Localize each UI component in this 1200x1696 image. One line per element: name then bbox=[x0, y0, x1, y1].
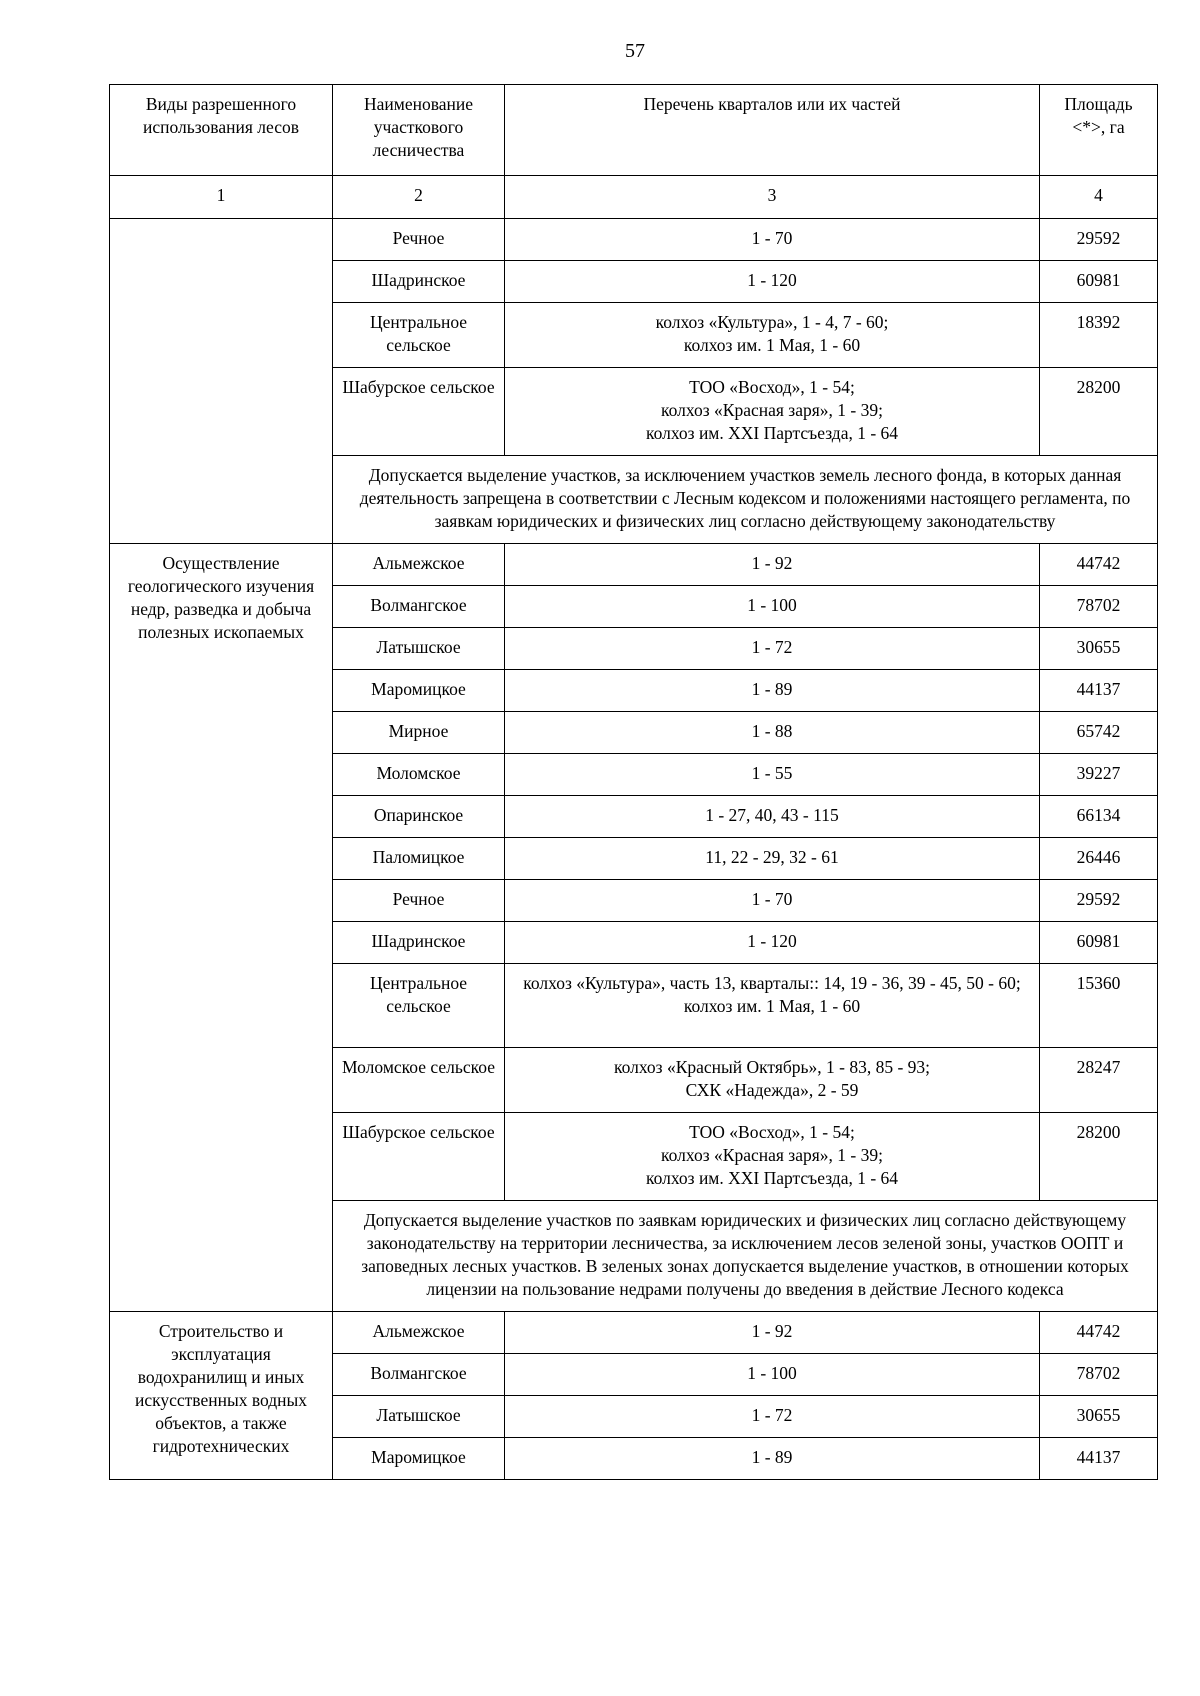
header-quarters: Перечень кварталов или их частей bbox=[505, 85, 1040, 176]
quarters-cell: 1 - 89 bbox=[505, 670, 1040, 712]
area-cell: 60981 bbox=[1040, 261, 1158, 303]
forestry-cell: Речное bbox=[333, 880, 505, 922]
area-cell: 44742 bbox=[1040, 544, 1158, 586]
forestry-cell: Шабурское сельское bbox=[333, 368, 505, 456]
quarters-cell: 1 - 100 bbox=[505, 586, 1040, 628]
quarters-cell: 1 - 88 bbox=[505, 712, 1040, 754]
area-cell: 29592 bbox=[1040, 219, 1158, 261]
quarters-cell: 1 - 70 bbox=[505, 880, 1040, 922]
area-cell: 28247 bbox=[1040, 1048, 1158, 1113]
quarters-cell: 11, 22 - 29, 32 - 61 bbox=[505, 838, 1040, 880]
area-cell: 39227 bbox=[1040, 754, 1158, 796]
table-row bbox=[110, 544, 1158, 586]
quarters-cell: 1 - 72 bbox=[505, 1396, 1040, 1438]
area-cell: 78702 bbox=[1040, 586, 1158, 628]
page-number: 57 bbox=[625, 40, 645, 62]
header-forestry: Наименование участкового лесничества bbox=[333, 85, 505, 176]
table-header-row bbox=[110, 85, 1158, 176]
header-area: Площадь <*>, га bbox=[1040, 85, 1158, 176]
area-cell: 44137 bbox=[1040, 670, 1158, 712]
quarters-cell: колхоз «Культура», часть 13, кварталы:: 14, 19 - 36, 39 - 45, 50 - 60; колхоз им. 1 Мая, 1 - 60 bbox=[505, 964, 1040, 1048]
column-number-row bbox=[110, 176, 1158, 219]
forestry-cell: Шабурское сельское bbox=[333, 1113, 505, 1201]
quarters-cell: 1 - 92 bbox=[505, 544, 1040, 586]
table-row bbox=[110, 219, 1158, 261]
area-cell: 26446 bbox=[1040, 838, 1158, 880]
forestry-cell: Альмежское bbox=[333, 544, 505, 586]
forestry-cell: Шадринское bbox=[333, 261, 505, 303]
forestry-cell: Центральное сельское bbox=[333, 964, 505, 1048]
area-cell: 15360 bbox=[1040, 964, 1158, 1048]
area-cell: 29592 bbox=[1040, 880, 1158, 922]
quarters-cell: колхоз «Красный Октябрь», 1 - 83, 85 - 93; СХК «Надежда», 2 - 59 bbox=[505, 1048, 1040, 1113]
area-cell: 44742 bbox=[1040, 1312, 1158, 1354]
note-text: Допускается выделение участков, за исключением участков земель лесного фонда, в которых данная деятельность запрещена в соответствии с Лесным кодексом и положениями настоящего регламента, по заявкам юридических и физических лиц согласно действующему законодательству bbox=[333, 456, 1158, 544]
column-number: 1 bbox=[110, 176, 333, 219]
quarters-cell: 1 - 70 bbox=[505, 219, 1040, 261]
quarters-cell: 1 - 55 bbox=[505, 754, 1040, 796]
column-number: 4 bbox=[1040, 176, 1158, 219]
forestry-cell: Латышское bbox=[333, 628, 505, 670]
quarters-cell: 1 - 120 bbox=[505, 922, 1040, 964]
area-cell: 28200 bbox=[1040, 1113, 1158, 1201]
forestry-cell: Опаринское bbox=[333, 796, 505, 838]
area-cell: 18392 bbox=[1040, 303, 1158, 368]
table-body bbox=[110, 219, 1158, 1480]
area-cell: 78702 bbox=[1040, 1354, 1158, 1396]
forestry-cell: Маромицкое bbox=[333, 670, 505, 712]
quarters-cell: ТОО «Восход», 1 - 54; колхоз «Красная заря», 1 - 39; колхоз им. XXI Партсъезда, 1 - 64 bbox=[505, 1113, 1040, 1201]
area-cell: 30655 bbox=[1040, 1396, 1158, 1438]
forestry-cell: Латышское bbox=[333, 1396, 505, 1438]
quarters-cell: 1 - 72 bbox=[505, 628, 1040, 670]
area-cell: 65742 bbox=[1040, 712, 1158, 754]
quarters-cell: 1 - 100 bbox=[505, 1354, 1040, 1396]
use-type-cell bbox=[110, 219, 333, 544]
forestry-cell: Волмангское bbox=[333, 1354, 505, 1396]
forestry-cell: Альмежское bbox=[333, 1312, 505, 1354]
forestry-cell: Волмангское bbox=[333, 586, 505, 628]
header-use-type: Виды разрешенного использования лесов bbox=[110, 85, 333, 176]
forestry-cell: Речное bbox=[333, 219, 505, 261]
column-number: 2 bbox=[333, 176, 505, 219]
forestry-cell: Центральное сельское bbox=[333, 303, 505, 368]
area-cell: 28200 bbox=[1040, 368, 1158, 456]
area-cell: 66134 bbox=[1040, 796, 1158, 838]
area-cell: 30655 bbox=[1040, 628, 1158, 670]
quarters-cell: 1 - 89 bbox=[505, 1438, 1040, 1480]
use-type-cell: Строительство и эксплуатация водохранилищ и иных искусственных водных объектов, а также гидротехнических bbox=[110, 1312, 333, 1480]
forestry-cell: Моломское сельское bbox=[333, 1048, 505, 1113]
note-text: Допускается выделение участков по заявкам юридических и физических лиц согласно действующему законодательству на территории лесничества, за исключением лесов зеленой зоны, участков ООПТ и заповедных лесных участков. В зеленых зонах допускается выделение участков, в отношении которых лицензии на пользование недрами получены до введения в действие Лесного кодекса bbox=[333, 1201, 1158, 1312]
use-type-cell: Осуществление геологического изучения недр, разведка и добыча полезных ископаемых bbox=[110, 544, 333, 1312]
quarters-cell: ТОО «Восход», 1 - 54; колхоз «Красная заря», 1 - 39; колхоз им. XXI Партсъезда, 1 - 64 bbox=[505, 368, 1040, 456]
forestry-cell: Шадринское bbox=[333, 922, 505, 964]
area-cell: 44137 bbox=[1040, 1438, 1158, 1480]
quarters-cell: 1 - 27, 40, 43 - 115 bbox=[505, 796, 1040, 838]
forestry-cell: Паломицкое bbox=[333, 838, 505, 880]
forest-use-table bbox=[109, 84, 1158, 1480]
column-number: 3 bbox=[505, 176, 1040, 219]
forestry-cell: Маромицкое bbox=[333, 1438, 505, 1480]
area-cell: 60981 bbox=[1040, 922, 1158, 964]
quarters-cell: колхоз «Культура», 1 - 4, 7 - 60; колхоз им. 1 Мая, 1 - 60 bbox=[505, 303, 1040, 368]
forestry-cell: Мирное bbox=[333, 712, 505, 754]
quarters-cell: 1 - 92 bbox=[505, 1312, 1040, 1354]
forestry-cell: Моломское bbox=[333, 754, 505, 796]
quarters-cell: 1 - 120 bbox=[505, 261, 1040, 303]
table-row bbox=[110, 1312, 1158, 1354]
